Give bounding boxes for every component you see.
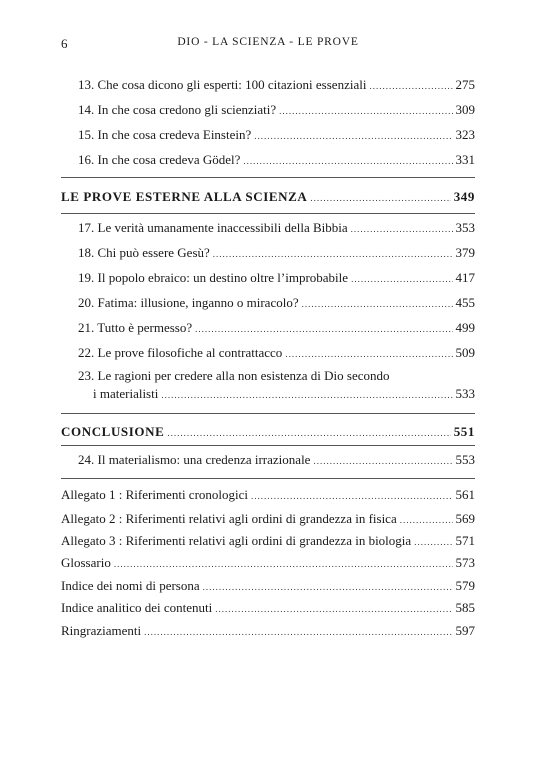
toc-entry-label: 19. Il popolo ebraico: un destino oltre l’improbabile: [78, 270, 349, 285]
leader-dots: [400, 511, 453, 529]
leader-dots: [114, 555, 453, 573]
leader-dots: [285, 345, 452, 363]
divider-rule: [61, 177, 475, 178]
toc-section-label: CONCLUSIONE: [61, 424, 165, 439]
toc-entry-18[interactable]: [78, 244, 475, 263]
toc-entry-page: 579: [455, 578, 475, 593]
divider-rule: [61, 413, 475, 414]
toc-entry-page: 509: [455, 345, 475, 360]
toc-entry-page: 533: [455, 386, 475, 401]
toc-entry-label: Allegato 2 : Riferimenti relativi agli ordini di grandezza in fisica: [61, 511, 397, 526]
leader-dots: [279, 102, 452, 120]
page-number: 6: [61, 36, 68, 51]
toc-entry-15[interactable]: [78, 126, 475, 145]
toc-entry-page: 323: [455, 127, 475, 142]
toc-entry-page: 569: [455, 511, 475, 526]
toc-index-names[interactable]: [61, 577, 475, 596]
toc-appendix-2[interactable]: [61, 510, 475, 529]
toc-entry-page: 309: [455, 102, 475, 117]
leader-dots: [351, 270, 452, 288]
toc-section-external-proofs[interactable]: [61, 188, 475, 207]
toc-entry-16[interactable]: [78, 151, 475, 170]
toc-section-page: 349: [453, 189, 475, 204]
leader-dots: [254, 127, 452, 145]
leader-dots: [369, 77, 452, 95]
toc-entry-page: 331: [455, 152, 475, 167]
toc-entry-20[interactable]: [78, 294, 475, 313]
toc-entry-page: 585: [455, 600, 475, 615]
toc-entry-page: 571: [455, 533, 475, 548]
leader-dots: [167, 424, 450, 442]
toc-entry-label: 18. Chi può essere Gesù?: [78, 245, 210, 260]
divider-rule: [61, 445, 475, 446]
leader-dots: [195, 320, 452, 338]
toc-entry-23-line1[interactable]: 23. Le ragioni per credere alla non esistenza di Dio secondo: [78, 368, 390, 383]
divider-rule: [61, 213, 475, 214]
leader-dots: [251, 487, 452, 505]
page-header: [61, 36, 475, 56]
toc-section-label: LE PROVE ESTERNE ALLA SCIENZA: [61, 189, 308, 204]
toc-entry-page: 553: [455, 452, 475, 467]
toc-entry-label: 15. In che cosa credeva Einstein?: [78, 127, 252, 142]
toc-entry-label: Glossario: [61, 555, 111, 570]
toc-entry-label: 17. Le verità umanamente inaccessibili della Bibbia: [78, 220, 348, 235]
running-title: DIO - LA SCIENZA - LE PROVE: [177, 36, 359, 48]
toc-entry-22[interactable]: [78, 344, 475, 363]
toc-entry-page: 275: [455, 77, 475, 92]
toc-entry-label: Ringraziamenti: [61, 623, 142, 638]
toc-entry-label: 21. Tutto è permesso?: [78, 320, 193, 335]
toc-entry-page: 353: [455, 220, 475, 235]
toc-entry-page: 597: [455, 623, 475, 638]
toc-entry-label: 14. In che cosa credono gli scienziati?: [78, 102, 277, 117]
leader-dots: [302, 295, 453, 313]
toc-entry-page: 573: [455, 555, 475, 570]
toc-appendix-1[interactable]: [61, 486, 475, 505]
toc-entry-17[interactable]: [78, 219, 475, 238]
leader-dots: [414, 533, 452, 551]
toc-entry-label: 16. In che cosa credeva Gödel?: [78, 152, 241, 167]
toc-entry-page: 417: [455, 270, 475, 285]
leader-dots: [203, 578, 453, 596]
toc-entry-page: 455: [455, 295, 475, 310]
toc-entry-page: 379: [455, 245, 475, 260]
toc-entry-page: 561: [455, 487, 475, 502]
toc-entry-label: 20. Fatima: illusione, inganno o miracolo?: [78, 295, 299, 310]
leader-dots: [161, 386, 452, 404]
toc-entry-label: 22. Le prove filosofiche al contrattacco: [78, 345, 283, 360]
leader-dots: [313, 452, 452, 470]
toc-entry-label: 24. Il materialismo: una credenza irrazionale: [78, 452, 311, 467]
toc-index-contents[interactable]: [61, 599, 475, 618]
toc-entry-21[interactable]: [78, 319, 475, 338]
toc-glossary[interactable]: [61, 554, 475, 573]
toc-section-conclusion[interactable]: [61, 423, 475, 442]
toc-entry-label: Allegato 1 : Riferimenti cronologici: [61, 487, 249, 502]
toc-entry-14[interactable]: [78, 101, 475, 120]
divider-rule: [61, 478, 475, 479]
toc-entry-24[interactable]: [78, 451, 475, 470]
toc-entry-23[interactable]: [93, 385, 475, 404]
leader-dots: [351, 220, 453, 238]
toc-entry-label: 13. Che cosa dicono gli esperti: 100 citazioni essenziali: [78, 77, 367, 92]
toc-entry-label: i materialisti: [93, 386, 159, 401]
toc-section-page: 551: [453, 424, 475, 439]
toc-appendix-3[interactable]: [61, 532, 475, 551]
toc-entry-label: Indice analitico dei contenuti: [61, 600, 213, 615]
toc-entry-label: Indice dei nomi di persona: [61, 578, 200, 593]
leader-dots: [310, 189, 450, 207]
leader-dots: [215, 600, 452, 618]
toc-entry-page: 499: [455, 320, 475, 335]
toc-entry-13[interactable]: [78, 76, 475, 95]
toc-acknowledgements[interactable]: [61, 622, 475, 641]
toc-entry-label: Allegato 3 : Riferimenti relativi agli ordini di grandezza in biologia: [61, 533, 412, 548]
leader-dots: [213, 245, 453, 263]
leader-dots: [243, 152, 452, 170]
leader-dots: [144, 623, 452, 641]
toc-entry-19[interactable]: [78, 269, 475, 288]
